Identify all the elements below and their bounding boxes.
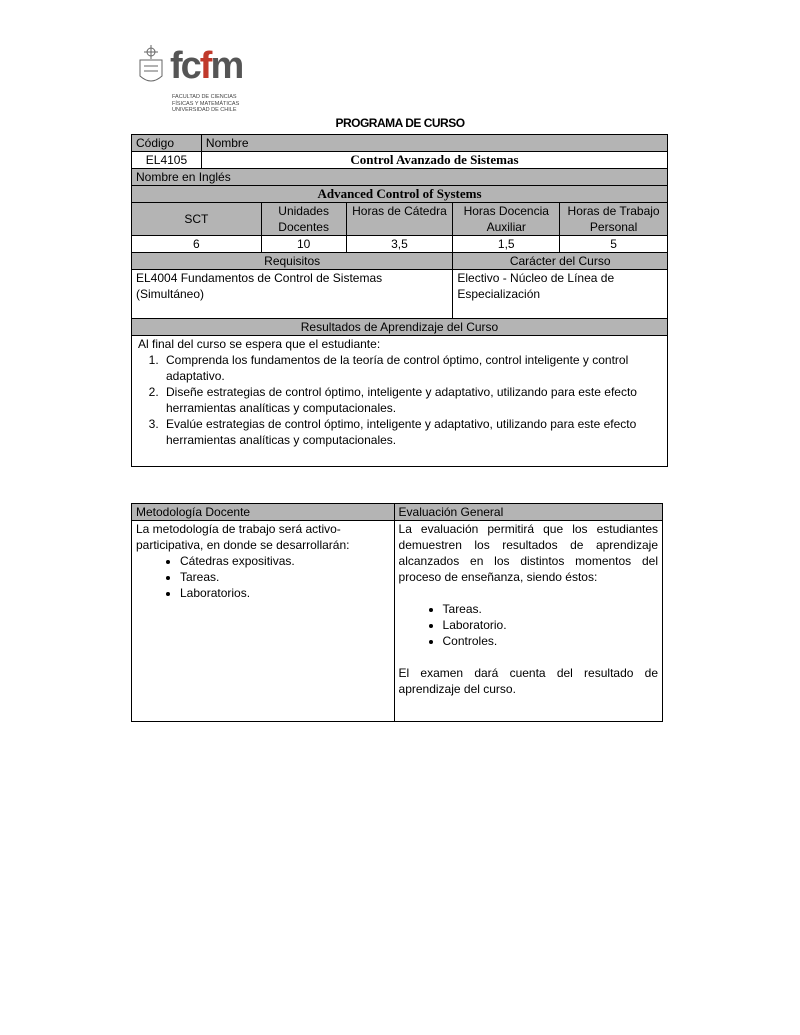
aux-hours-header: Horas Docencia Auxiliar: [453, 203, 560, 236]
methodology-label: Metodología Docente: [132, 504, 395, 521]
personal-hours-value: 5: [560, 236, 668, 253]
outcomes-list: [138, 352, 663, 448]
evaluation-intro: La evaluación permitirá que los estudiantes demuestren los resultados de aprendizaje alcanzados en los distintos momentos del proceso de enseñanza, siendo éstos:: [398, 522, 658, 584]
requirements-row: [132, 270, 668, 319]
evaluation-label: Evaluación General: [394, 504, 662, 521]
course-info-table: [131, 134, 668, 467]
outcome-item: 2. Diseñe estrategias de control óptimo, inteligente y adaptativo, utilizando para este efecto herramientas analíticas y computacionales.: [162, 384, 663, 416]
evaluation-item: • Tareas.: [443, 601, 658, 617]
university-seal-icon: [136, 44, 166, 88]
course-code: EL4105: [132, 152, 202, 169]
hours-values-row: [132, 236, 668, 253]
methodology-intro: La metodología de trabajo será activo-participativa, en donde se desarrollarán:: [136, 522, 350, 552]
outcomes-label: Resultados de Aprendizaje del Curso: [132, 319, 668, 336]
english-name-row: [132, 186, 668, 203]
name-label: Nombre: [201, 135, 667, 152]
requirements-header-row: [132, 253, 668, 270]
methodology-evaluation-header-row: [132, 504, 663, 521]
methodology-item: • Cátedras expositivas.: [180, 553, 390, 569]
english-name: Advanced Control of Systems: [132, 186, 668, 203]
evaluation-list: [399, 601, 658, 649]
outcomes-intro: Al final del curso se espera que el estudiante:: [138, 337, 381, 351]
faculty-name: FACULTAD DE CIENCIAS FÍSICAS Y MATEMÁTICAS UNIVERSIDAD DE CHILE: [172, 94, 240, 113]
sct-header: SCT: [132, 203, 262, 236]
requirements-text: EL4004 Fundamentos de Control de Sistemas (Simultáneo): [132, 270, 453, 319]
code-name-row: [132, 152, 668, 169]
methodology-evaluation-row: [132, 521, 663, 722]
fcfm-wordmark: fcfm: [170, 45, 243, 87]
lecture-hours-value: 3,5: [346, 236, 453, 253]
course-name: Control Avanzado de Sistemas: [201, 152, 667, 169]
character-label: Carácter del Curso: [453, 253, 668, 270]
code-name-header-row: [132, 135, 668, 152]
personal-hours-header: Horas de Trabajo Personal: [560, 203, 668, 236]
methodology-content: [132, 521, 395, 722]
outcomes-content: [132, 336, 668, 467]
evaluation-item: • Laboratorio.: [443, 617, 658, 633]
code-label: Código: [132, 135, 202, 152]
evaluation-content: [394, 521, 662, 722]
character-text: Electivo - Núcleo de Línea de Especialización: [453, 270, 668, 319]
fcfm-logo: [136, 42, 256, 118]
units-header: Unidades Docentes: [261, 203, 346, 236]
units-value: 10: [261, 236, 346, 253]
methodology-item: • Laboratorios.: [180, 585, 390, 601]
english-name-label: Nombre en Inglés: [132, 169, 668, 186]
sct-value: 6: [132, 236, 262, 253]
evaluation-closing: El examen dará cuenta del resultado de aprendizaje del curso.: [398, 666, 658, 696]
methodology-list: [136, 553, 390, 601]
outcomes-row: [132, 336, 668, 467]
methodology-evaluation-table: [131, 503, 663, 722]
english-name-header-row: [132, 169, 668, 186]
outcome-item: 1. Comprenda los fundamentos de la teoría de control óptimo, control inteligente y control adaptativo.: [162, 352, 663, 384]
outcomes-header-row: [132, 319, 668, 336]
hours-header-row: [132, 203, 668, 236]
methodology-item: • Tareas.: [180, 569, 390, 585]
evaluation-item: • Controles.: [443, 633, 658, 649]
lecture-hours-header: Horas de Cátedra: [346, 203, 453, 236]
document-title: PROGRAMA DE CURSO: [335, 116, 465, 130]
outcome-item: 3. Evalúe estrategias de control óptimo, inteligente y adaptativo, utilizando para este efecto herramientas analíticas y computacionales.: [162, 416, 663, 448]
aux-hours-value: 1,5: [453, 236, 560, 253]
requirements-label: Requisitos: [132, 253, 453, 270]
